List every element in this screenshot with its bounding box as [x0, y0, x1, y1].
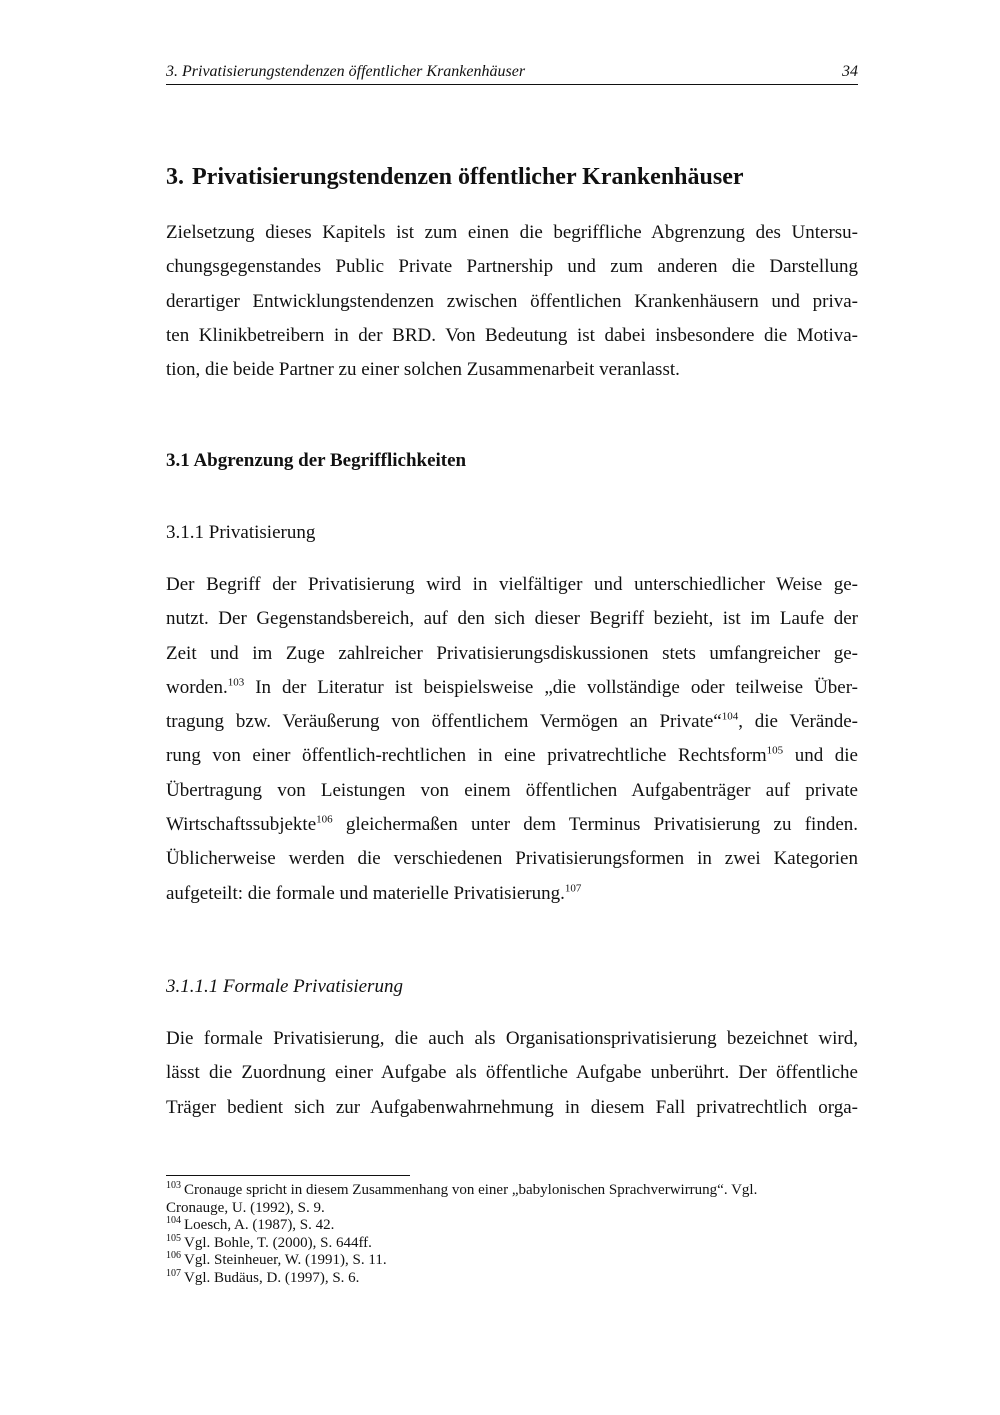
privatisierung-paragraph [166, 568, 858, 911]
footnote-ref-103[interactable]: 103 [227, 676, 245, 689]
paragraph-line: chungsgegenstandes Public Private Partnership und zum anderen die Darstellung [166, 256, 858, 278]
paragraph-line: nutzt. Der Gegenstandsbereich, auf den sich dieser Begriff bezieht, ist im Laufe der [166, 608, 858, 630]
paragraph-line: lässt die Zuordnung einer Aufgabe als öffentliche Aufgabe unberührt. Der öffentliche [166, 1062, 858, 1084]
footnote-number: 106 [166, 1250, 181, 1261]
chapter-number: 3. [166, 164, 184, 190]
paragraph-line: Die formale Privatisierung, die auch als Organisationsprivatisierung bezeichnet wird, [166, 1028, 858, 1049]
text-run: aufgeteilt: die formale und materielle Privatisierung. [166, 882, 565, 904]
text-run: , die Verände- [738, 711, 859, 733]
chapter-heading [166, 162, 858, 192]
page-number: 34 [842, 63, 858, 80]
paragraph-line: Zeit und im Zuge zahlreicher Privatisierungsdiskussionen stets umfangreicher ge- [166, 642, 858, 664]
paragraph-line: ten Klinikbetreibern in der BRD. Von Bedeutung ist dabei insbesondere die Motiva- [166, 324, 858, 346]
footnote-103 [166, 1182, 858, 1200]
footnote-text: Loesch, A. (1987), S. 42. [184, 1217, 335, 1233]
chapter-title: Privatisierungstendenzen öffentlicher Krankenhäuser [192, 164, 744, 190]
footnotes [166, 1182, 858, 1287]
footnote-text: Vgl. Bohle, T. (2000), S. 644ff. [184, 1234, 372, 1251]
section-heading-3-1: 3.1 Abgrenzung der Begrifflichkeiten [166, 450, 467, 471]
paragraph-line: derartiger Entwicklungstendenzen zwischen öffentlichen Krankenhäusern und priva- [166, 290, 858, 312]
footnote-103-cont [166, 1200, 858, 1218]
footnote-text: Vgl. Steinheuer, W. (1991), S. 11. [184, 1252, 387, 1268]
text-run: und die [783, 745, 858, 767]
footnote-text: Cronauge, U. (1992), S. 9. [166, 1199, 325, 1216]
footnote-105 [166, 1232, 858, 1253]
section-heading-3-1-1: 3.1.1 Privatisierung [166, 522, 316, 543]
text-run: gleichermaßen unter dem Terminus Privatisierung zu finden. [332, 814, 858, 836]
footnote-ref-105[interactable]: 105 [766, 745, 784, 758]
running-header [166, 62, 858, 85]
footnote-text: Cronauge spricht in diesem Zusammenhang von einer „babylonischen Sprachverwirrung“. Vgl. [184, 1182, 758, 1198]
footnote-ref-104[interactable]: 104 [721, 710, 739, 723]
paragraph-line: Träger bedient sich zur Aufgabenwahrnehmung in diesem Fall privatrechtlich orga- [166, 1096, 858, 1118]
intro-paragraph [166, 216, 858, 387]
text-run: In der Literatur ist beispielsweise „die vollständige oder teilweise Über- [244, 676, 858, 698]
paragraph-line: Üblicherweise werden die verschiedenen Privatisierungsformen in zwei Kategorien [166, 848, 858, 870]
section-heading-3-1-1-1: 3.1.1.1 Formale Privatisierung [166, 976, 403, 997]
paragraph-line [166, 808, 858, 842]
footnote-number: 104 [166, 1215, 181, 1226]
footnote-ref-107[interactable]: 107 [564, 882, 582, 895]
paragraph-line: tion, die beide Partner zu einer solchen Zusammenarbeit veranlasst. [166, 359, 680, 381]
footnote-106 [166, 1252, 858, 1270]
paragraph-line [166, 705, 858, 739]
footnote-text: Vgl. Budäus, D. (1997), S. 6. [184, 1269, 360, 1286]
footnote-number: 103 [166, 1180, 181, 1191]
footnote-107 [166, 1267, 858, 1288]
footnote-104 [166, 1217, 858, 1235]
footnote-number: 105 [166, 1232, 181, 1244]
footnote-ref-106[interactable]: 106 [316, 813, 333, 826]
paragraph-line: Übertragung von Leistungen von einem öffentlichen Aufgabenträger auf private [166, 779, 858, 801]
footnote-divider [166, 1175, 410, 1176]
text-run: rung von einer öffentlich-rechtlichen in eine privatrechtliche Rechtsform [166, 745, 767, 767]
running-title: 3. Privatisierungstendenzen öffentlicher Krankenhäuser [166, 63, 526, 80]
paragraph-line: Der Begriff der Privatisierung wird in vielfältiger und unterschiedlicher Weise ge- [166, 574, 858, 595]
paragraph-line [166, 877, 858, 911]
formal-paragraph [166, 1022, 858, 1125]
paragraph-line [166, 671, 858, 705]
paragraph-line: Zielsetzung dieses Kapitels ist zum einen die begriffliche Abgrenzung des Untersu- [166, 222, 858, 243]
footnote-number: 107 [166, 1267, 181, 1279]
text-run: tragung bzw. Veräußerung von öffentlichem Vermögen an Private“ [166, 711, 722, 733]
text-run: Wirtschaftssubjekte [166, 814, 317, 836]
paragraph-line [166, 739, 858, 773]
text-run: worden. [166, 676, 228, 698]
